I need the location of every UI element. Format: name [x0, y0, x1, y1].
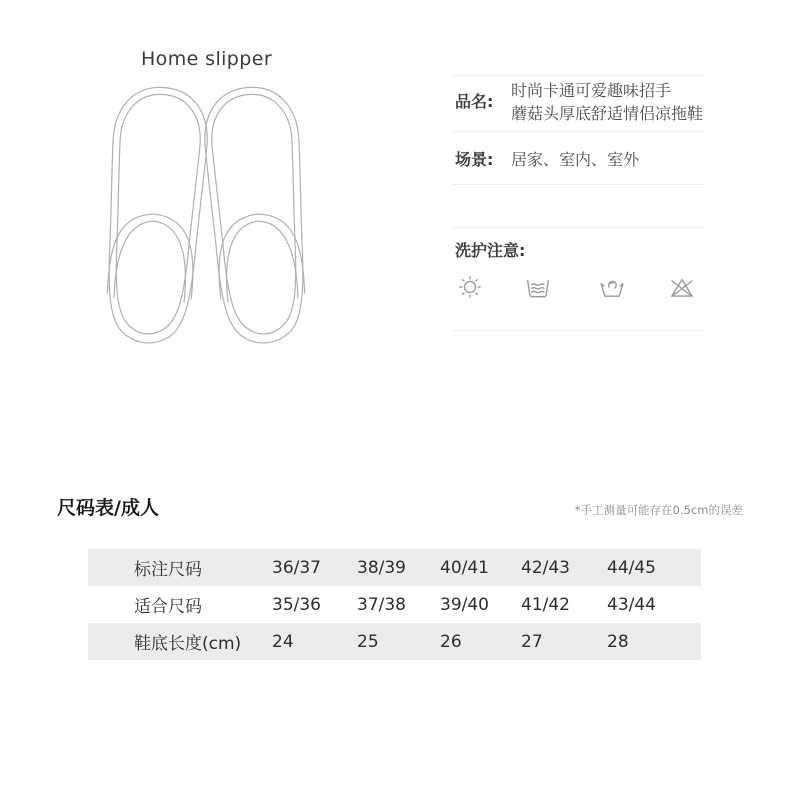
product-info-panel	[453, 0, 705, 340]
sun-dry-icon	[457, 274, 483, 300]
table-cell: 43/44	[607, 594, 656, 615]
product-name-label: 品名:	[455, 92, 494, 111]
measurement-note: *手工测量可能存在0.5cm的误差	[574, 503, 743, 517]
table-cell: 37/38	[357, 594, 406, 615]
product-name-line2: 蘑菇头厚底舒适情侣凉拖鞋	[511, 104, 704, 123]
table-cell: 41/42	[521, 594, 570, 615]
table-cell: 35/36	[272, 594, 321, 615]
row-label: 标注尺码	[134, 560, 202, 580]
divider	[453, 131, 705, 132]
table-cell: 28	[607, 631, 629, 652]
table-cell: 44/45	[607, 557, 656, 578]
scene-label: 场景:	[455, 150, 494, 169]
divider	[453, 75, 705, 76]
table-cell: 25	[357, 631, 379, 652]
row-label: 鞋底长度(cm)	[134, 634, 242, 654]
table-cell: 39/40	[440, 594, 489, 615]
table-cell: 26	[440, 631, 462, 652]
table-row	[88, 586, 701, 623]
hand-wash-icon	[599, 274, 625, 300]
left-slipper-outline	[99, 84, 211, 346]
table-row	[88, 623, 701, 660]
table-cell: 42/43	[521, 557, 570, 578]
hero-title: Home slipper	[141, 48, 273, 70]
care-icons-row	[457, 274, 705, 304]
table-cell: 40/41	[440, 557, 489, 578]
scene-value: 居家、室内、室外	[511, 150, 640, 169]
size-chart-table	[88, 549, 701, 660]
table-cell: 38/39	[357, 557, 406, 578]
product-name-line1: 时尚卡通可爱趣味招手	[511, 81, 672, 100]
product-name-value	[511, 79, 711, 125]
row-label: 适合尺码	[134, 597, 202, 617]
divider	[453, 330, 705, 331]
table-cell: 24	[272, 631, 294, 652]
divider	[453, 227, 705, 228]
slipper-pair-illustration	[86, 80, 326, 348]
right-slipper-outline	[201, 84, 313, 346]
table-row	[88, 549, 701, 586]
divider	[453, 184, 705, 185]
table-cell: 36/37	[272, 557, 321, 578]
care-label: 洗护注意:	[455, 241, 526, 260]
do-not-bleach-icon	[669, 274, 695, 300]
table-cell: 27	[521, 631, 543, 652]
size-chart-title: 尺码表/成人	[57, 497, 159, 519]
machine-wash-icon	[525, 274, 551, 300]
